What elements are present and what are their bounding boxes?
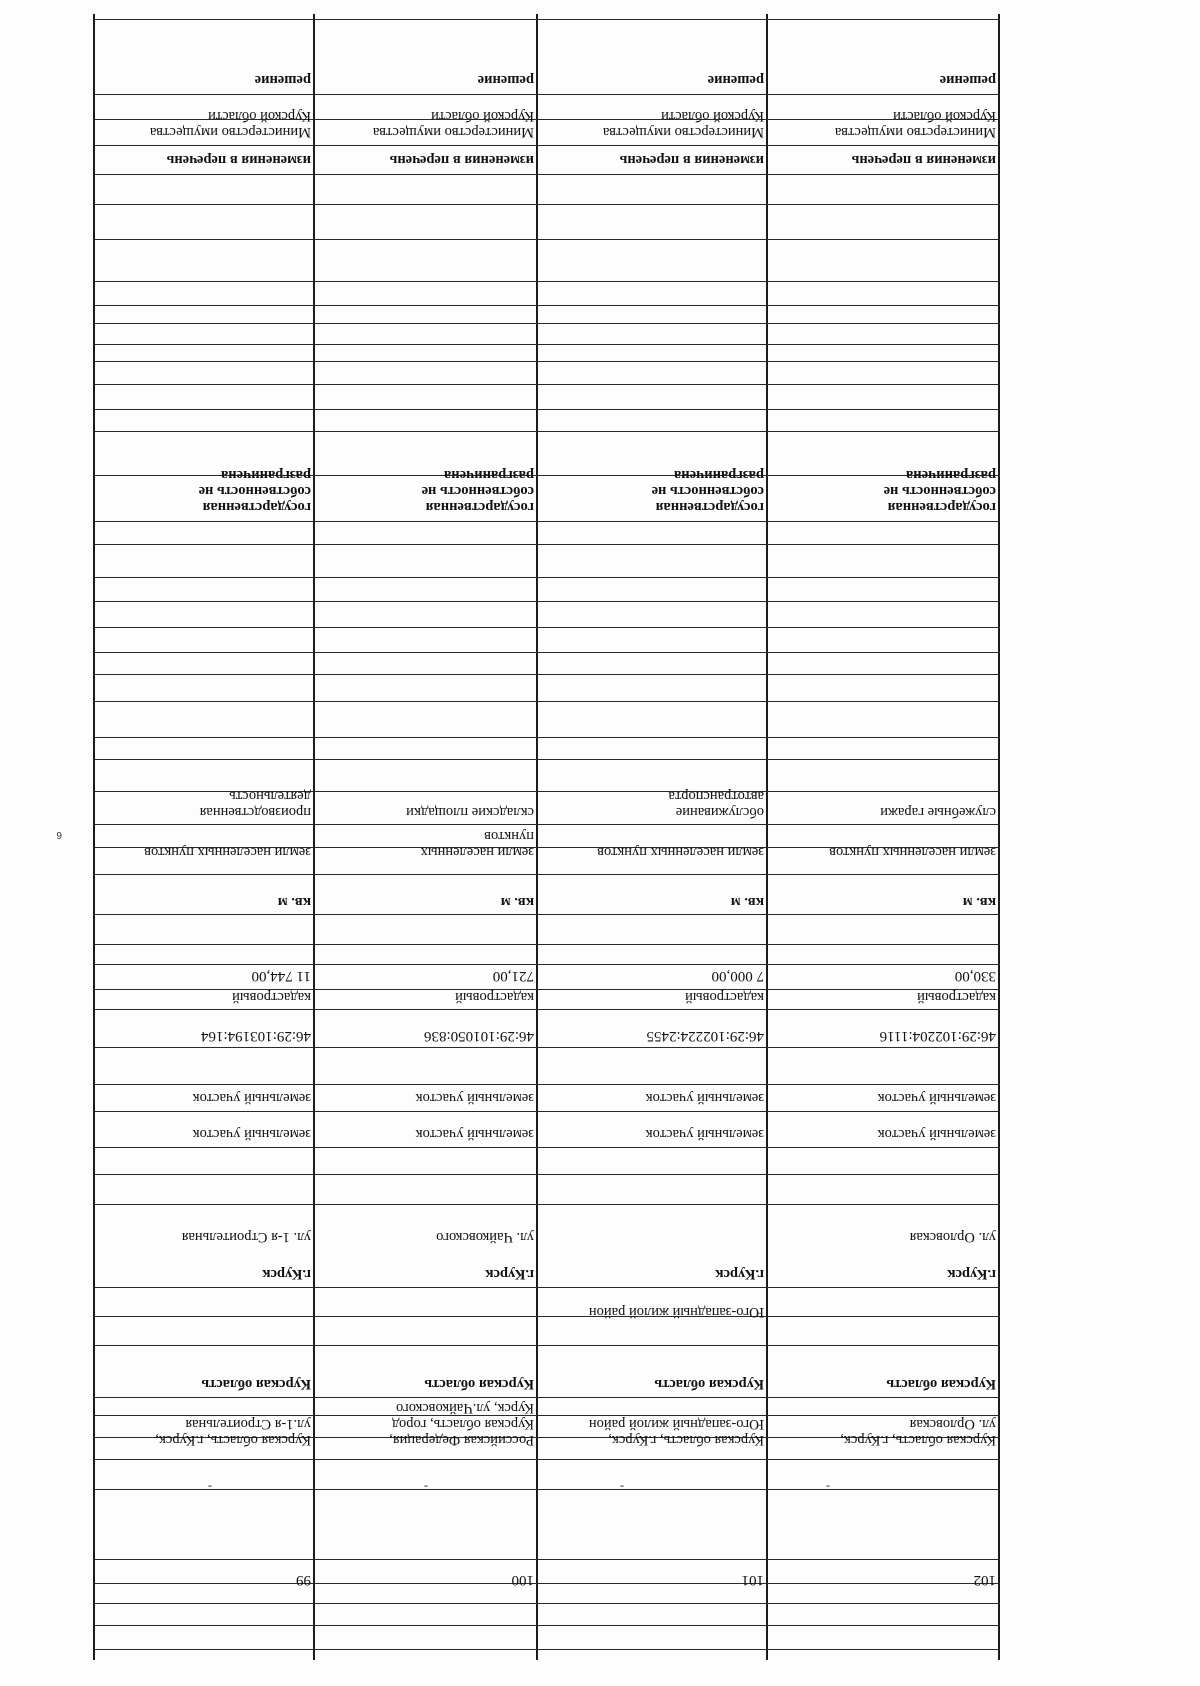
- row-100-number-type: кадастровый: [455, 989, 534, 1005]
- row-100-street: ул. Чайковского: [436, 1229, 534, 1245]
- row-102-authority: Министерство имущества Курской области: [834, 108, 996, 140]
- row-100-authority: Министерство имущества Курской области: [372, 108, 534, 140]
- table-row-border: [95, 1047, 1000, 1048]
- row-99-area: 11 744,00: [251, 968, 311, 984]
- row-101-note: изменения в перечень: [619, 152, 764, 168]
- row-99-no: 99: [296, 1572, 311, 1588]
- row-101-district: Юго-западный жилой район: [588, 1304, 764, 1320]
- table-row-border: [95, 1603, 1000, 1604]
- row-100-unit: кв. м: [500, 894, 534, 910]
- row-102-area: 330,00: [954, 968, 996, 984]
- table-row-border: [95, 701, 1000, 702]
- table-row-border: [95, 1649, 1000, 1650]
- row-101-ownership: государственная собственность не разграничена: [651, 467, 764, 515]
- row-99-doc: решение: [254, 72, 311, 88]
- row-99-street: ул. 1-я Строительная: [181, 1229, 311, 1245]
- row-99-number-type: кадастровый: [232, 989, 311, 1005]
- table-row-border: [95, 384, 1000, 385]
- row-100-address: Российская Федерация, Курская область, город Курск, ул.Чайковского: [389, 1400, 534, 1448]
- row-100-settlement: г.Курск: [485, 1266, 534, 1282]
- row-102-permitted-use: служебные гаражи: [880, 804, 996, 820]
- row-100-object-kind: земельный участок: [415, 1126, 534, 1142]
- table-row-border: [95, 94, 1000, 95]
- table-row-border: [95, 174, 1000, 175]
- table-row-border: [95, 281, 1000, 282]
- table-row-border: [95, 521, 1000, 522]
- table-row-border: [95, 1009, 1000, 1010]
- row-99-object-kind: земельный участок: [192, 1126, 311, 1142]
- table-row-border: [95, 674, 1000, 675]
- row-101-settlement: г.Курск: [715, 1266, 764, 1282]
- row-99-cadastral-number: 46:29:103194:164: [200, 1028, 311, 1044]
- row-102-cadastral-number: 46:29:102204:1116: [879, 1028, 996, 1044]
- table-column-border: [313, 14, 315, 1660]
- table-row-border: [95, 577, 1000, 578]
- row-100-no: 100: [511, 1572, 534, 1588]
- table-row-border: [95, 1111, 1000, 1112]
- row-102-unit: кв. м: [962, 894, 996, 910]
- row-99-unit: кв. м: [277, 894, 311, 910]
- table-row-border: [95, 1489, 1000, 1490]
- row-100-doc: решение: [477, 72, 534, 88]
- row-99-address: Курская область, г.Курск, ул.1-я Строительная: [155, 1416, 311, 1448]
- row-99-land-category: земли населенных пунктов: [144, 844, 311, 860]
- row-99-note: изменения в перечень: [166, 152, 311, 168]
- row-100-area: 721,00: [492, 968, 534, 984]
- table-row-border: [95, 1559, 1000, 1560]
- row-99-object-type: земельный участок: [192, 1090, 311, 1106]
- row-99-region: Курская область: [201, 1376, 311, 1392]
- page-number: 6: [56, 829, 62, 840]
- table-row-border: [95, 964, 1000, 965]
- row-101-number-type: кадастровый: [685, 989, 764, 1005]
- row-102-doc: решение: [939, 72, 996, 88]
- dash-mark: -: [424, 1478, 428, 1492]
- table-row-border: [95, 627, 1000, 628]
- table-row-border: [95, 1204, 1000, 1205]
- table-row-border: [95, 1625, 1000, 1626]
- row-100-land-category: земли населенных пунктов: [420, 828, 534, 860]
- table-row-border: [95, 409, 1000, 410]
- row-101-permitted-use: обслуживание автотранспорта: [668, 788, 764, 820]
- row-102-land-category: земли населенных пунктов: [829, 844, 996, 860]
- row-102-region: Курская область: [886, 1376, 996, 1392]
- row-101-object-kind: земельный участок: [645, 1126, 764, 1142]
- row-102-address: Курская область, г.Курск, ул. Орловская: [840, 1416, 996, 1448]
- row-102-object-kind: земельный участок: [877, 1126, 996, 1142]
- row-102-ownership: государственная собственность не разграничена: [883, 467, 996, 515]
- table-row-border: [95, 1345, 1000, 1346]
- row-102-note: изменения в перечень: [851, 152, 996, 168]
- table-column-border: [536, 14, 538, 1660]
- row-102-street: ул. Орловская: [909, 1229, 996, 1245]
- table-row-border: [95, 1287, 1000, 1288]
- dash-mark: -: [208, 1478, 212, 1492]
- table-row-border: [95, 323, 1000, 324]
- table-row-border: [95, 361, 1000, 362]
- table-row-border: [95, 431, 1000, 432]
- row-99-permitted-use: производственная деятельность: [199, 788, 311, 820]
- row-102-object-type: земельный участок: [877, 1090, 996, 1106]
- dash-mark: -: [620, 1478, 624, 1492]
- table-row-border: [95, 652, 1000, 653]
- row-101-authority: Министерство имущества Курской области: [602, 108, 764, 140]
- table-row-border: [95, 759, 1000, 760]
- row-101-region: Курская область: [654, 1376, 764, 1392]
- row-100-cadastral-number: 46:29:101050:836: [423, 1028, 534, 1044]
- row-101-land-category: земли населенных пунктов: [597, 844, 764, 860]
- table-row-border: [95, 874, 1000, 875]
- table-row-border: [95, 914, 1000, 915]
- table-row-border: [95, 824, 1000, 825]
- table-row-border: [95, 1084, 1000, 1085]
- row-99-ownership: государственная собственность не разграничена: [198, 467, 311, 515]
- table-column-border: [998, 14, 1000, 1660]
- table-row-border: [95, 1459, 1000, 1460]
- table-row-border: [95, 544, 1000, 545]
- row-101-object-type: земельный участок: [645, 1090, 764, 1106]
- table-column-border: [93, 14, 95, 1660]
- row-102-settlement: г.Курск: [947, 1266, 996, 1282]
- row-101-no: 101: [741, 1572, 764, 1588]
- row-99-authority: Министерство имущества Курской области: [149, 108, 311, 140]
- row-102-no: 102: [973, 1572, 996, 1588]
- row-101-cadastral-number: 46:29:102224:2455: [646, 1028, 764, 1044]
- table-row-border: [95, 19, 1000, 20]
- row-101-unit: кв. м: [730, 894, 764, 910]
- table-row-border: [95, 944, 1000, 945]
- row-100-permitted-use: складские площадки: [406, 804, 534, 820]
- table-row-border: [95, 305, 1000, 306]
- table-row-border: [95, 145, 1000, 146]
- table-row-border: [95, 1147, 1000, 1148]
- row-99-settlement: г.Курск: [262, 1266, 311, 1282]
- table-row-border: [95, 737, 1000, 738]
- table-column-border: [766, 14, 768, 1660]
- row-101-area: 7 000,00: [711, 968, 764, 984]
- row-100-ownership: государственная собственность не разграничена: [421, 467, 534, 515]
- table-row-border: [95, 239, 1000, 240]
- row-101-address: Курская область, г.Курск, Юго-западный жилой район: [588, 1416, 764, 1448]
- row-102-number-type: кадастровый: [917, 989, 996, 1005]
- table-row-border: [95, 344, 1000, 345]
- row-100-region: Курская область: [424, 1376, 534, 1392]
- table-row-border: [95, 601, 1000, 602]
- table-row-border: [95, 204, 1000, 205]
- table-row-border: [95, 1397, 1000, 1398]
- row-101-doc: решение: [707, 72, 764, 88]
- dash-mark: -: [826, 1478, 830, 1492]
- row-100-object-type: земельный участок: [415, 1090, 534, 1106]
- table-row-border: [95, 1174, 1000, 1175]
- row-100-note: изменения в перечень: [389, 152, 534, 168]
